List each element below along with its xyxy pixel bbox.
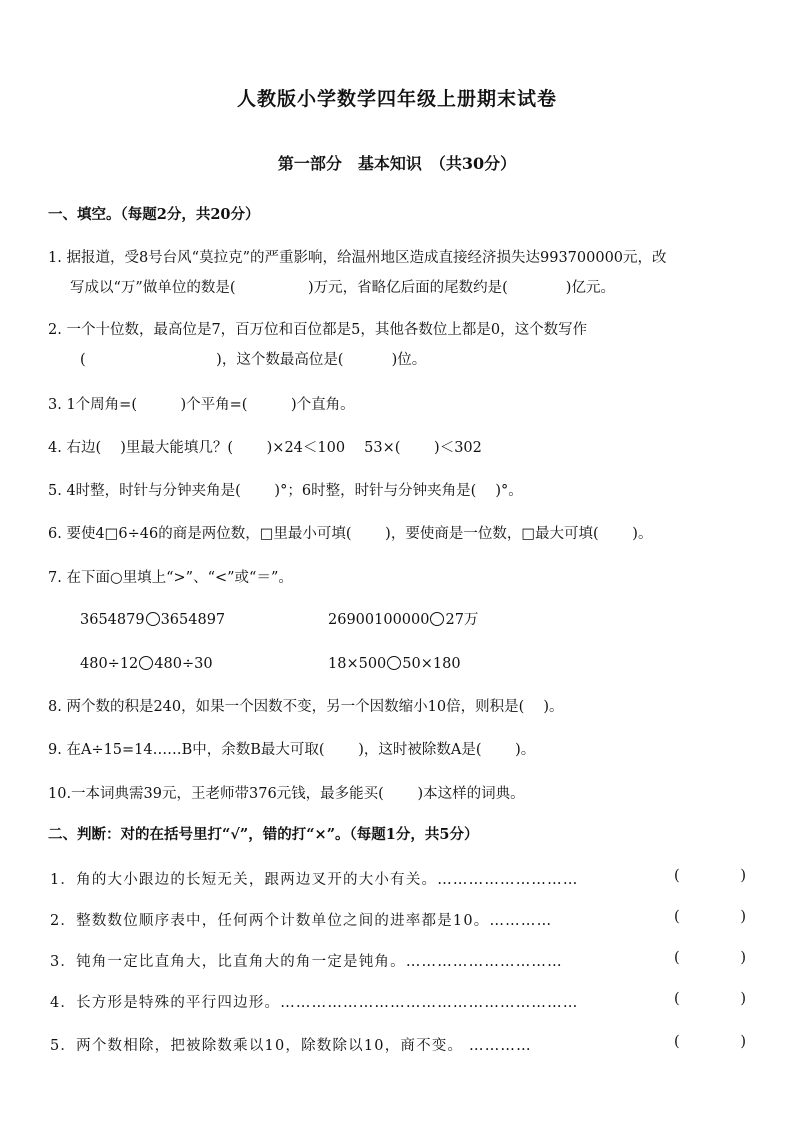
- question-1-line2: 写成以“万”做单位的数是( )万元，省略亿后面的尾数约是( )亿元。: [70, 280, 615, 296]
- compare-item: [328, 654, 461, 674]
- answer-parentheses[interactable]: ( ): [674, 1034, 746, 1050]
- part-heading: 第一部分 基本知识 （共30分）: [277, 154, 517, 173]
- answer-circle[interactable]: [387, 656, 401, 670]
- judge-text: 3．钝角一定比直角大，比直角大的角一定是钝角。…………………………: [50, 954, 563, 970]
- answer-circle[interactable]: [139, 656, 153, 670]
- question-3: 3. 1个周角=( )个平角=( )个直角。: [48, 397, 355, 413]
- section2-heading: 二、判断：对的在括号里打“√”，错的打“×”。（每题1分，共5分）: [48, 826, 479, 843]
- question-6: 6. 要使4□6÷46的商是两位数，□里最小可填( )，要使商是一位数，□最大可填( )。: [48, 526, 653, 542]
- judge-text: 5．两个数相除，把被除数乘以10，除数除以10，商不变。 …………: [50, 1038, 532, 1054]
- judge-item: [50, 1034, 750, 1054]
- judge-item: [50, 868, 750, 888]
- question-9: 9. 在A÷15=14……B中，余数B最大可取( )，这时被除数A是( )。: [48, 742, 536, 758]
- answer-parentheses[interactable]: ( ): [674, 991, 746, 1007]
- compare-item: [328, 610, 478, 630]
- section1-heading: 一、填空。（每题2分，共20分）: [48, 206, 260, 223]
- judge-text: 2．整数数位顺序表中，任何两个计数单位之间的进率都是10。…………: [50, 913, 553, 929]
- question-2-line2: ( )，这个数最高位是( )位。: [80, 352, 427, 368]
- question-8: 8. 两个数的积是240，如果一个因数不变，另一个因数缩小10倍，则积是( )。: [48, 699, 564, 715]
- question-2-line1: 2. 一个十位数，最高位是7，百万位和百位都是5，其他各数位上都是0，这个数写作: [48, 322, 588, 338]
- compare-left: 3654879: [80, 612, 145, 628]
- judge-item: [50, 909, 750, 929]
- answer-parentheses[interactable]: ( ): [674, 868, 746, 884]
- question-4: 4. 右边( )里最大能填几？( )×24＜100 53×( )＜302: [48, 440, 482, 456]
- compare-item: [80, 654, 213, 674]
- question-7: 7. 在下面○里填上“>”、“<”或“＝”。: [48, 570, 293, 586]
- compare-left: 18×500: [328, 656, 387, 672]
- compare-right: 27万: [445, 612, 479, 628]
- compare-left: 480÷12: [80, 656, 139, 672]
- exam-title: 人教版小学数学四年级上册期末试卷: [236, 88, 557, 110]
- question-1-line1: 1. 据报道，受8号台风“莫拉克”的严重影响，给温州地区造成直接经济损失达993700000元，改: [48, 250, 667, 266]
- answer-parentheses[interactable]: ( ): [674, 950, 746, 966]
- compare-right: 480÷30: [154, 656, 213, 672]
- question-5: 5. 4时整，时针与分钟夹角是( )°；6时整，时针与分钟夹角是( )°。: [48, 483, 523, 499]
- judge-item: [50, 950, 750, 970]
- answer-circle[interactable]: [146, 612, 160, 626]
- answer-parentheses[interactable]: ( ): [674, 909, 746, 925]
- judge-text: 4．长方形是特殊的平行四边形。…………………………………………………: [50, 995, 579, 1011]
- compare-item: [80, 610, 225, 630]
- answer-circle[interactable]: [430, 612, 444, 626]
- compare-right: 3654897: [160, 612, 226, 628]
- question-10: 10.一本词典需39元，王老师带376元钱，最多能买( )本这样的词典。: [48, 786, 525, 802]
- judge-item: [50, 991, 750, 1011]
- compare-right: 50×180: [402, 656, 461, 672]
- judge-text: 1．角的大小跟边的长短无关，跟两边叉开的大小有关。………………………: [50, 872, 579, 888]
- compare-left: 26900100000: [328, 612, 430, 628]
